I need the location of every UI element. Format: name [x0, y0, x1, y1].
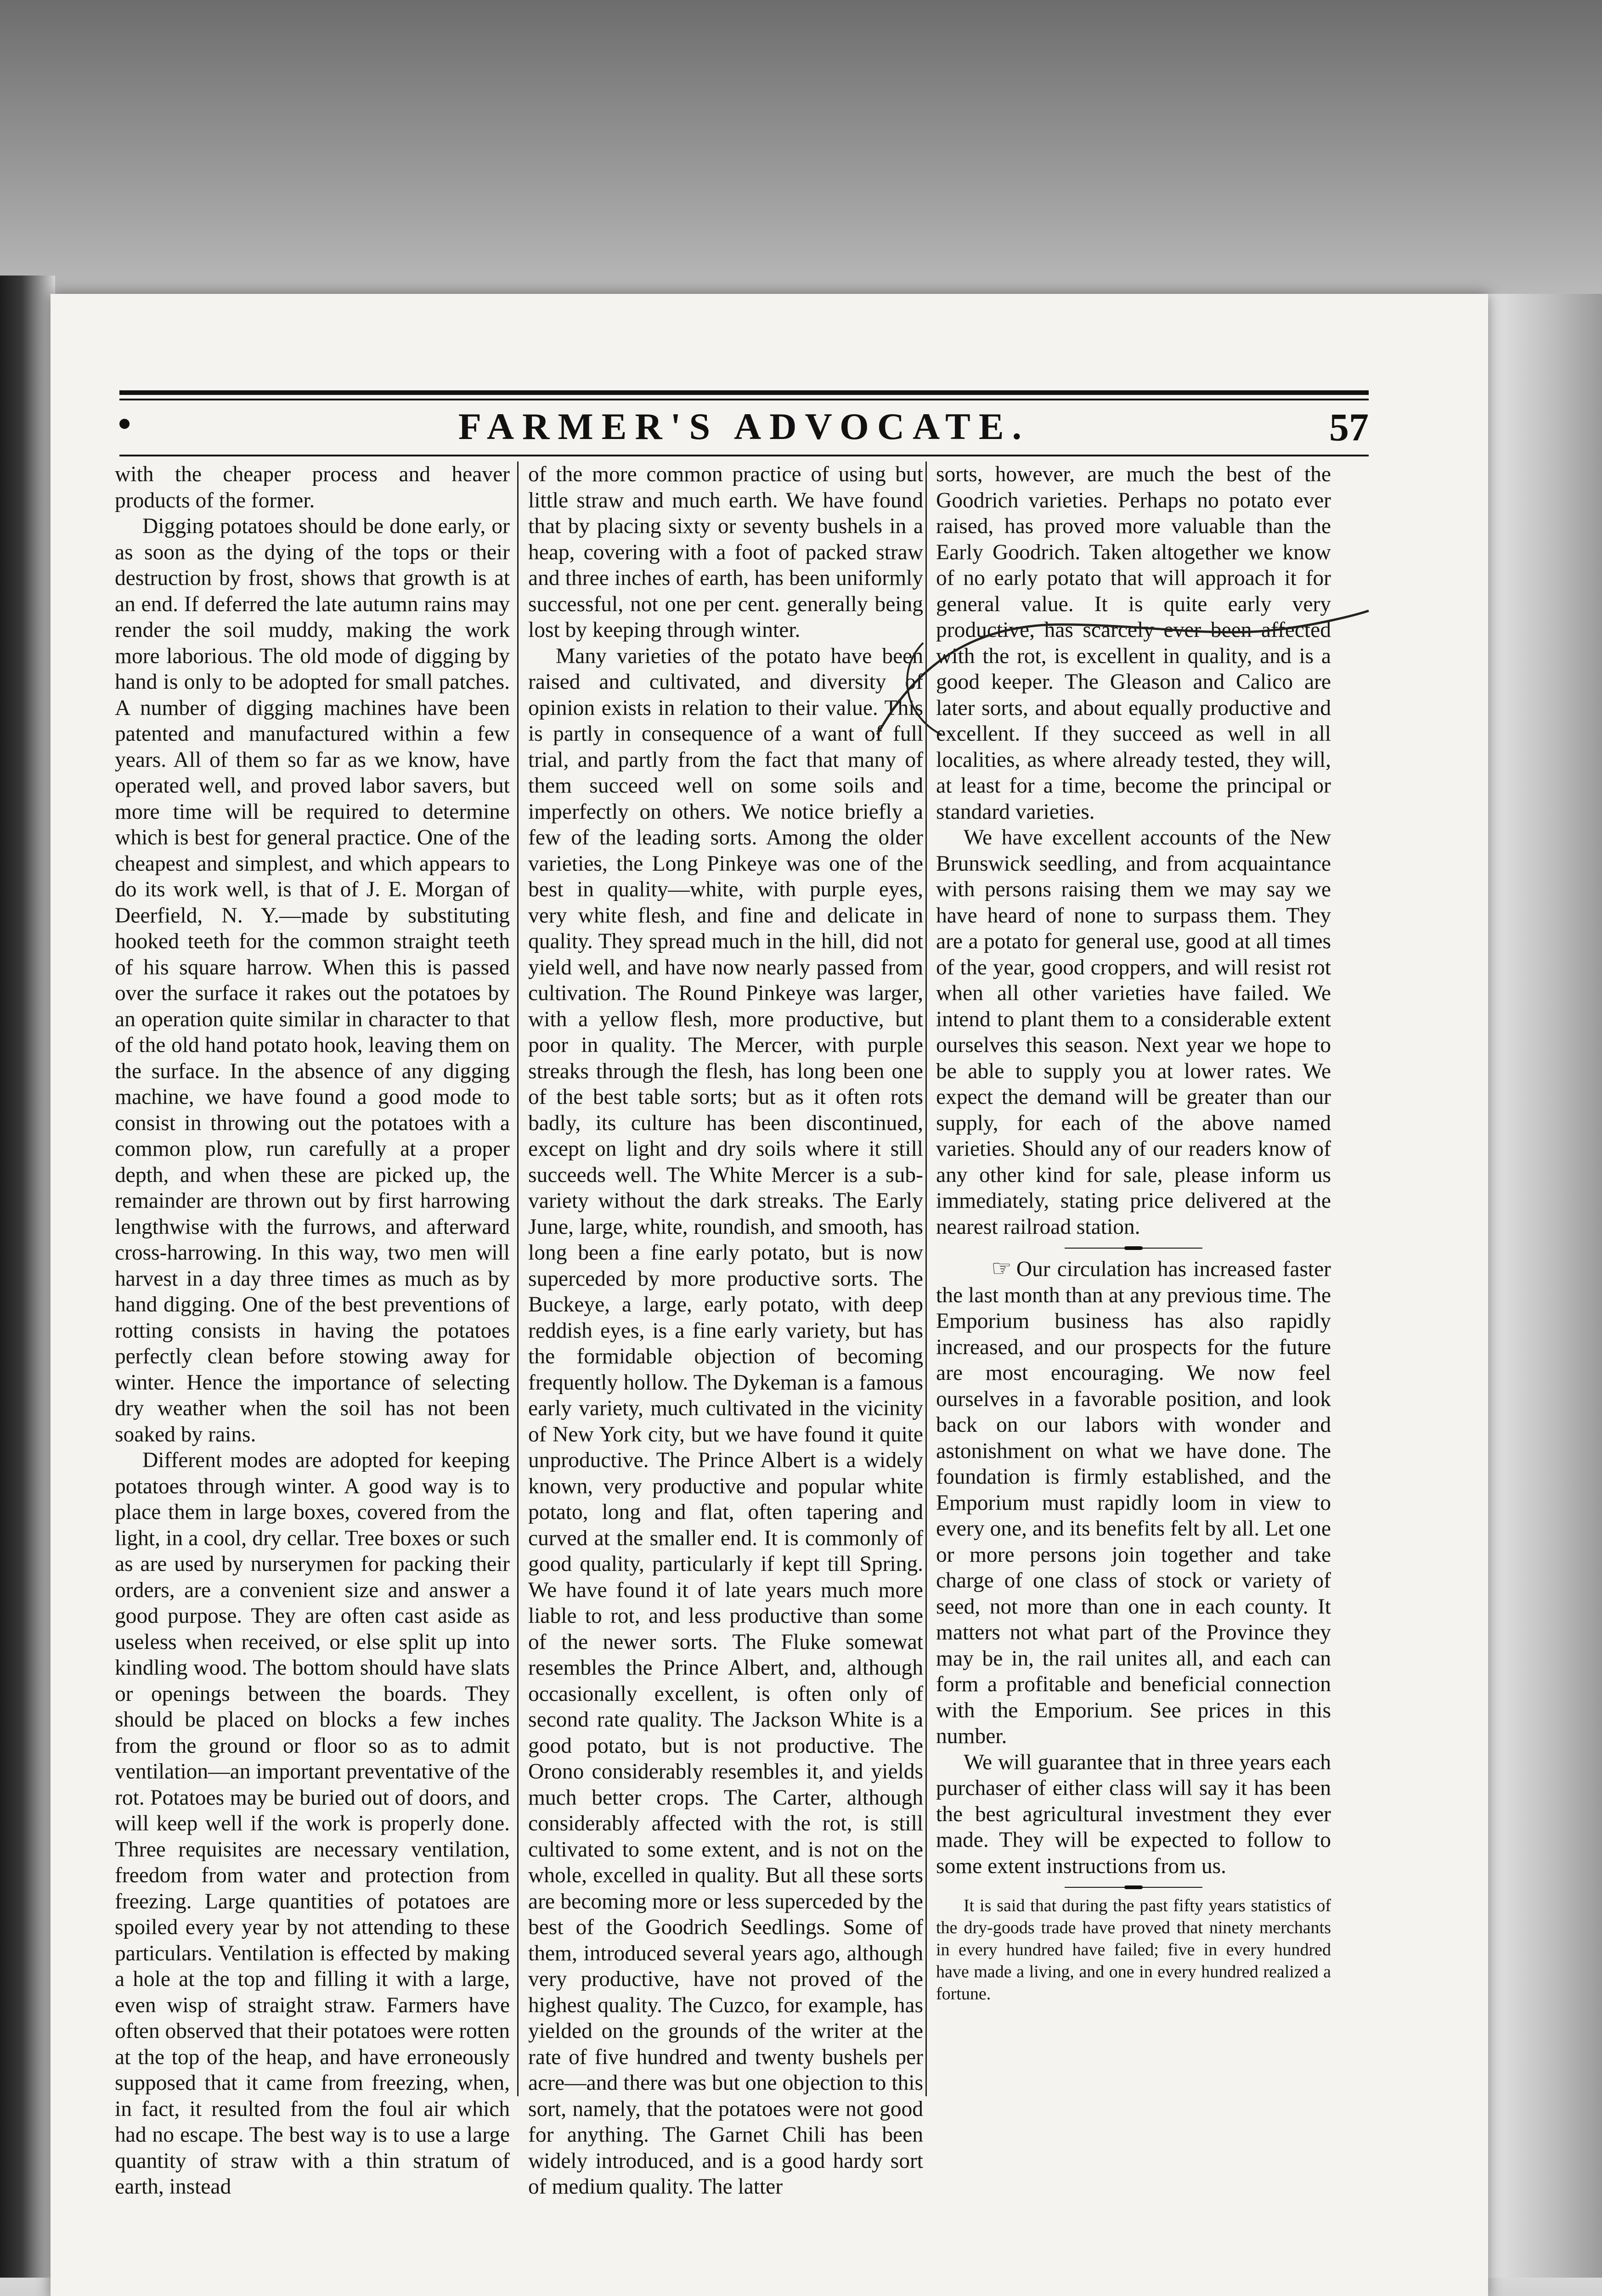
paragraph: Many varieties of the potato have been raised and cultivated, and diversity of opinion exists in relation to their value. This is partly in consequence of a want of full trial, and partly from the fact that many of them succeed well on some soils and imperfectly on others. We notice briefly a few of the leading sorts. Among the older varieties, the Long Pinkeye was one of the best in quality—white, with purple eyes, very white flesh, and fine and delicate in quality. They spread much in the hill, did not yield well, and have now nearly passed from cultivation. The Round Pinkeye was larger, with a yellow flesh, more productive, but poor in quality. The Mercer, with purple streaks through the flesh, has long been one of the best table sorts; but as it often rots badly, its culture has been discontinued, except on light and dry soils where it still succeeds well. The White Mercer is a sub-variety without the dark streaks. The Early June, large, white, roundish, and smooth, has long been a fine early potato, but is now superceded by more productive sorts. The Buckeye, a large, early potato, with deep reddish eyes, is a fine early variety, but has the formidable objection of becoming frequently hollow. The Dykeman is a famous early variety, much cultivated in the vicinity of New York city, but we have found it quite unproductive. The Prince Albert is a widely known, very productive and popular white potato, long and flat, often tapering and curved at the smaller end. It is commonly of good quality, particularly if kept till Spring. We have found it of late years much more liable to rot, and less productive than some of the newer sorts. The Fluke somewat resembles the Prince Albert, and, although occasionally excellent, is often only of second rate quality. The Jackson White is a good potato, but is not productive. The Orono considerably resembles it, and yields much better crops. The Carter, although considerably affected with the rot, is still cultivated to some extent, and is not on the whole, excelled in quality. But all these sorts are becoming more or less superceded by the best of the Goodrich Seedlings. Some of them, introduced several years ago, although very productive, have not proved of the highest quality. The Cuzco, for example, has yielded on the grounds of the writer at the rate of five hundred and twenty bushels per acre—and there was but one objection to this sort, namely, that the potatoes were not good for anything. The Garnet Chili has been widely introduced, and is a good hardy sort of medium quality. The latter: [528, 644, 923, 2199]
microfilm-border-left: [0, 276, 55, 2296]
paragraph: Different modes are adopted for keeping potatoes through winter. A good way is to place them in large boxes, covered from the light, in a cool, dry cellar. Tree boxes or such as are used by nurserymen for packing their orders, are a convenient size and answer a good purpose. They are often cast aside as useless when received, or else split up into kindling wood. The bottom should have slats or openings between the boards. They should be placed on blocks a few inches from the ground or floor so as to admit ventilation—an important preventative of the rot. Potatoes may be buried out of doors, and will keep well if the work is properly done. Three requisites are necessary ventilation, freedom from water and protection from freezing. Large quantities of potatoes are spoiled every year by not attending to these particulars. Ventilation is effected by making a hole at the top and filling it with a large, even wisp of straight straw. Farmers have often observed that their potatoes were rotten at the top of the heap, and have erroneously supposed that it came from freezing, when, in fact, it resulted from the foul air which had no escape. The best way is to use a large quantity of straw with a thin stratum of earth, instead: [115, 1448, 510, 2199]
masthead-title: FARMER'S ADVOCATE.: [458, 405, 1030, 447]
footnote: It is said that during the past fifty years statistics of the dry-goods trade have proved that ninety merchants in every hundred have failed; five in every hundred have made a living, and one in every hundred realized a fortune.: [936, 1896, 1331, 2003]
microfilm-border-right: [1484, 294, 1602, 2296]
header-rule-top: [119, 390, 1369, 395]
section-separator: [1065, 1246, 1202, 1250]
column-2: [528, 461, 923, 2199]
masthead: [119, 400, 1369, 456]
paragraph: Digging potatoes should be done early, or as soon as the dying of the tops or their destruction by frost, shows that growth is at an end. If deferred the late autumn rains may render the soil muddy, making the work more laborious. The old mode of digging by hand is only to be adopted for small patches. A number of digging machines have been patented and manufactured within a few years. All of them so far as we know, have operated well, and proved labor savers, but more time will be required to determine which is best for general practice. One of the cheapest and simplest, and which appears to do its work well, is that of J. E. Morgan of Deerfield, N. Y.—made by substituting hooked teeth for the common straight teeth of his square harrow. When this is passed over the surface it rakes out the potatoes by an operation quite similar in character to that of the old hand potato hook, leaving them on the surface. In the absence of any digging machine, we have found a good mode to consist in throwing out the potatoes with a common plow, run carefully at a proper depth, and when these are picked up, the remainder are thrown out by first harrowing lengthwise with the furrows, and afterward cross-harrowing. In this way, two men will harvest in a day three times as much as by hand digging. One of the best preventions of rotting consists in having the potatoes perfectly clean before stowing away for winter. Hence the importance of selecting dry weather when the soil has not been soaked by rains.: [115, 514, 510, 1446]
pen-scribble-mark: [868, 597, 1373, 753]
newspaper-page: [51, 294, 1488, 2296]
paragraph: We will guarantee that in three years each purchaser of either class will say it has been the best agricultural investment they ever made. They will be expected to follow to some extent instructions from us.: [936, 1750, 1331, 1878]
column-1: [115, 461, 510, 2199]
paragraph: of the more common practice of using but little straw and much earth. We have found that by placing sixty or seventy bushels in a heap, covering with a foot of packed straw and three inches of earth, has been uniformly successful, not one per cent. generally being lost by keeping through winter.: [528, 462, 923, 642]
microfilm-border-top: [0, 0, 1602, 294]
section-separator: [1065, 1885, 1202, 1889]
notice-text: Our circulation has increased faster the last month than at any previous time. The Emporium business has also rapidly increased, and our prospects for the future are most encouraging. We now feel ourselves in a favorable position, and look back on our labors with wonder and astonishment on what we have done. The foundation is firmly established, and the Emporium must rapidly loom in view to every one, and its benefits felt by all. Let one or more persons join together and take charge of one class of stock or variety of seed, not more than one in each county. It matters not what part of the Province they may be in, the rail unites all, and each can form a profitable and beneficial connection with the Emporium. See prices in this number.: [936, 1257, 1331, 1748]
paragraph: We have excellent accounts of the New Brunswick seedling, and from acquaintance with persons raising them we may say we have heard of none to surpass them. They are a potato for general use, good at all times of the year, good croppers, and will resist rot when all other varieties have failed. We intend to plant them to a considerable extent ourselves this season. Next year we hope to be able to supply you at lower rates. We expect the demand will be greater than our supply, for each of the above named varieties. Should any of our readers know of any other kind for sale, please inform us immediately, stating price delivered at the nearest railroad station.: [936, 826, 1331, 1239]
notice-paragraph: [936, 1255, 1331, 1750]
page-number: 57: [1329, 405, 1369, 449]
column-divider: [517, 461, 519, 2096]
pointing-hand-icon: ☞: [991, 1255, 1012, 1282]
paragraph: with the cheaper process and heaver products of the former.: [115, 462, 510, 512]
header-rule-bottom: [119, 455, 1369, 456]
paragraph: sorts, however, are much the best of the Goodrich varieties. Perhaps no potato ever raised, has proved more valuable than the Early Goodrich. Taken altogether we know of no early potato that will approach it for general value. It is quite early very productive, has scarcely ever been affected with the rot, is excellent in quality, and is a good keeper. The Gleason and Calico are later sorts, and about equally productive and excellent. If they succeed as well in all localities, as where already tested, they will, at least for a time, become the principal or standard varieties.: [936, 462, 1331, 824]
